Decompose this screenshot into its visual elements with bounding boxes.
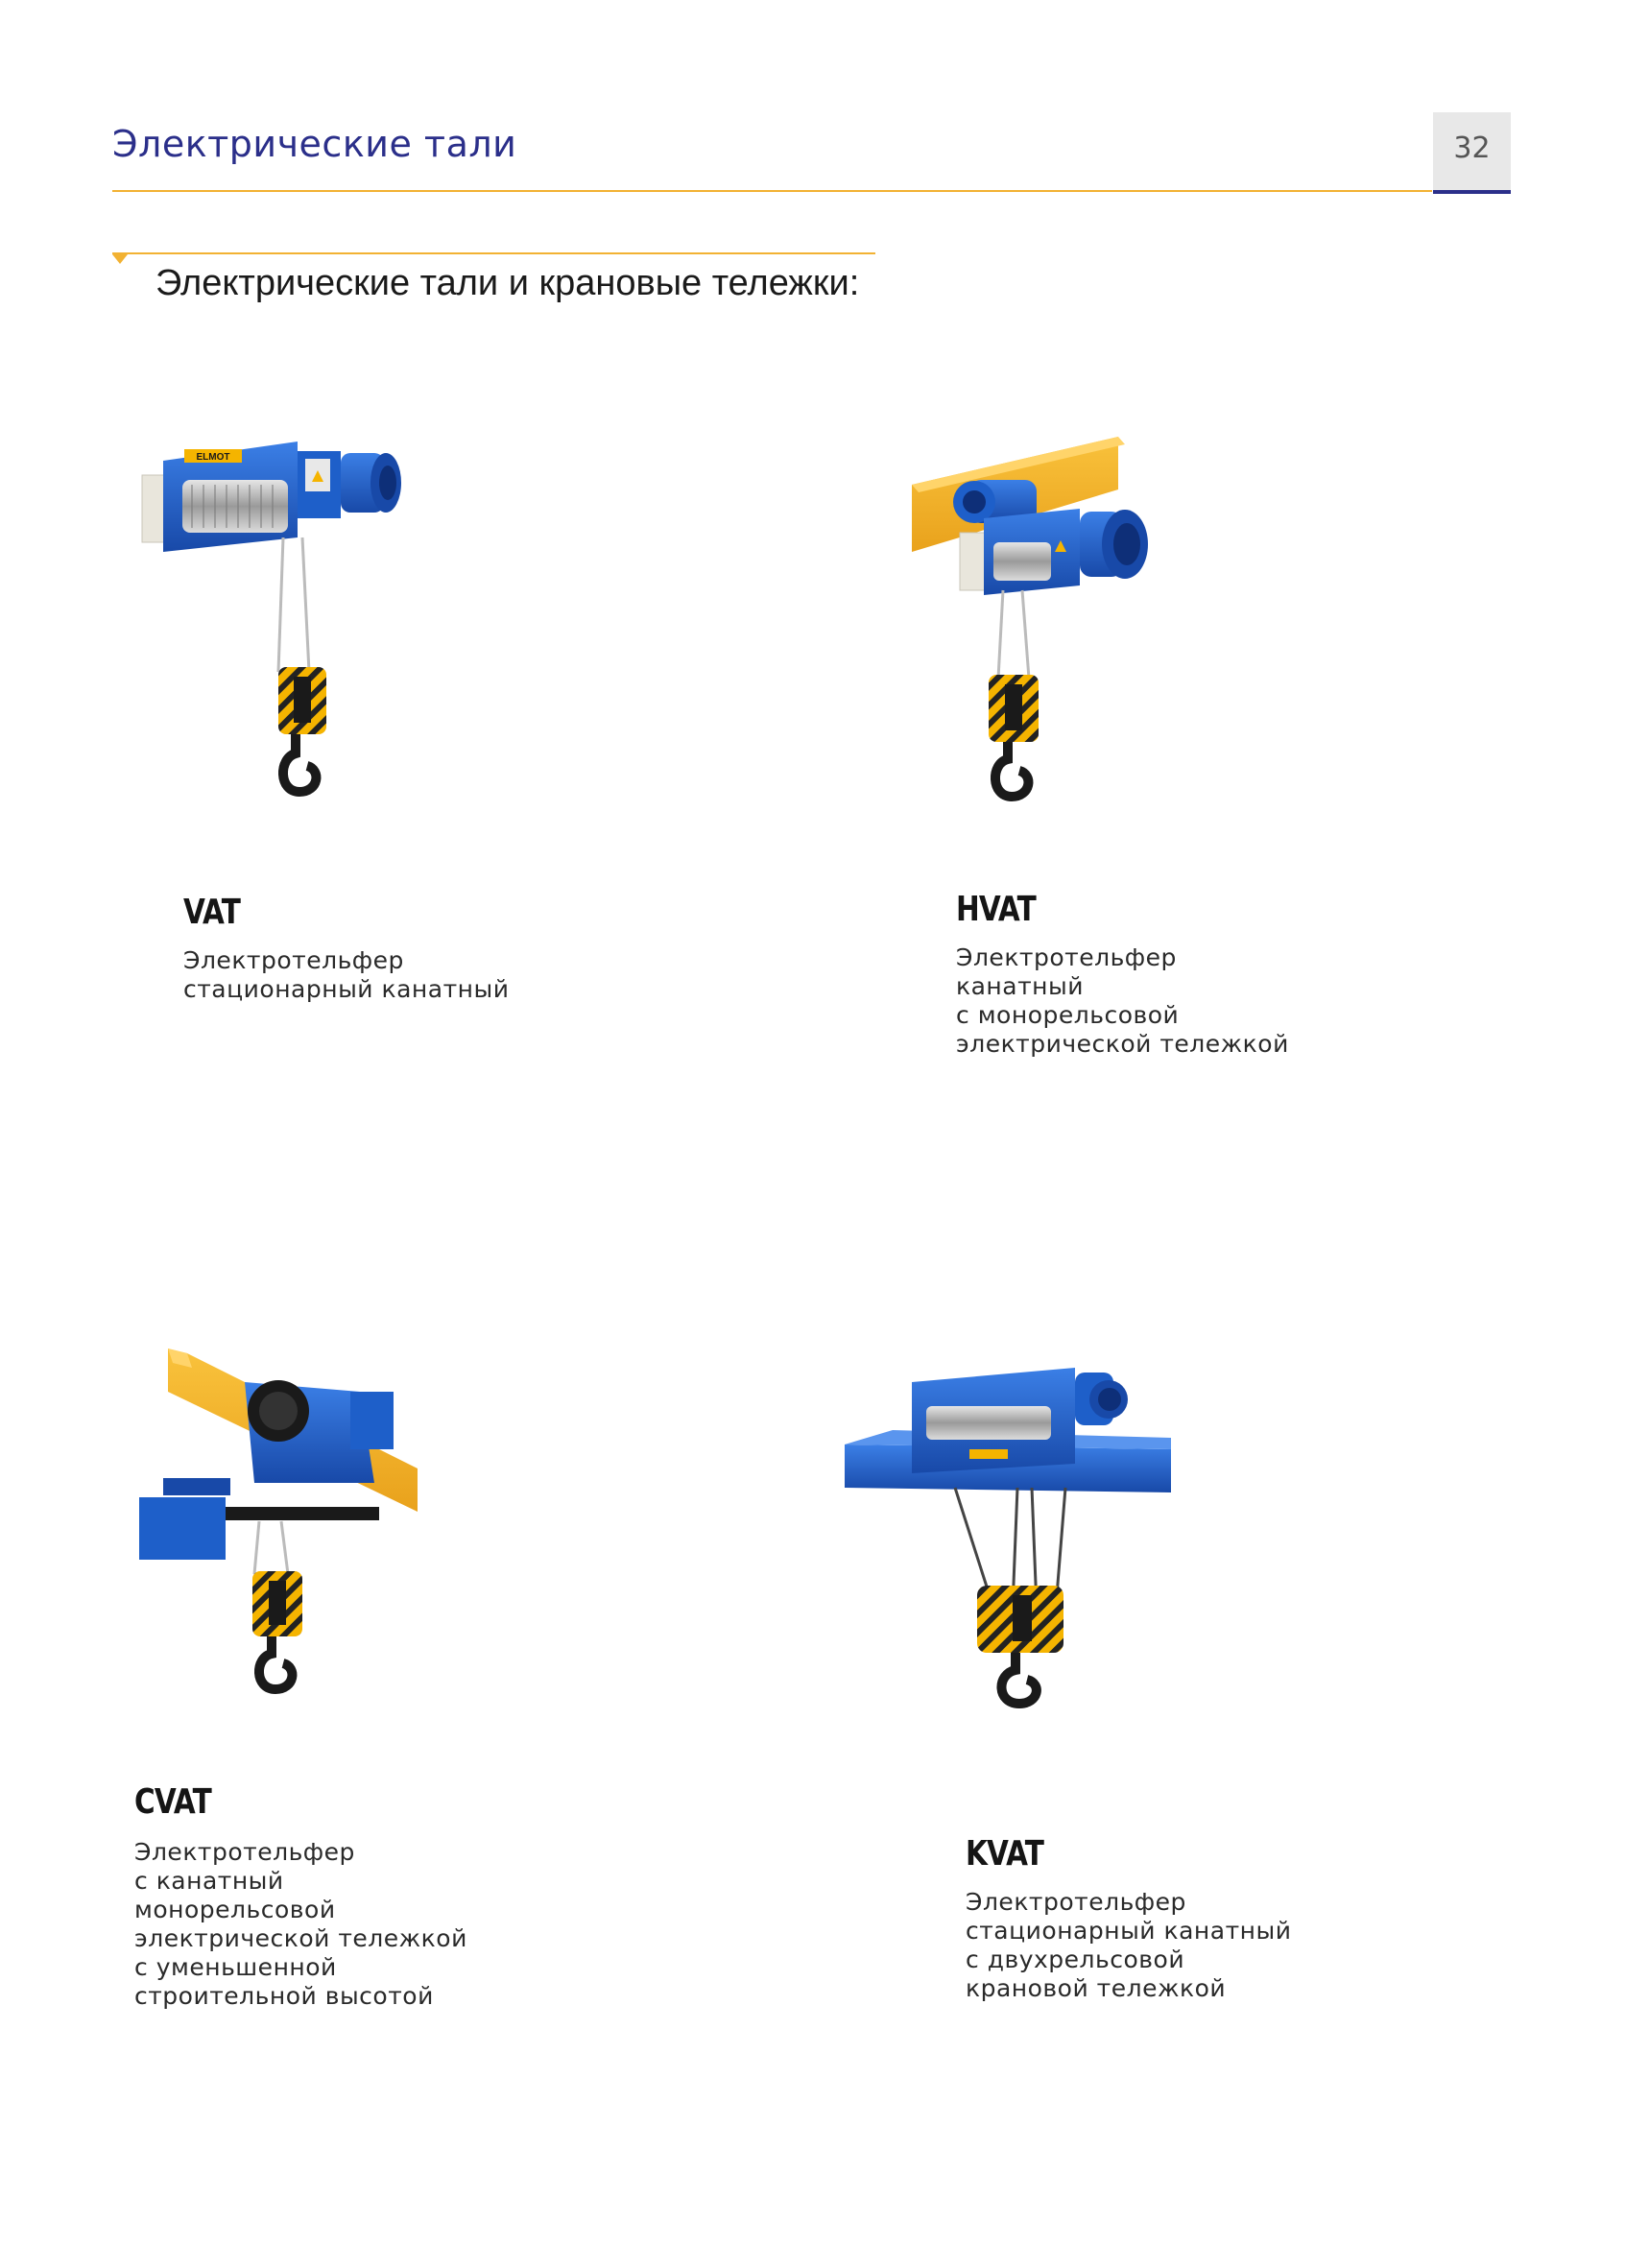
section-title: Электрические тали и крановые тележки: bbox=[155, 263, 860, 303]
header-divider bbox=[112, 190, 1432, 192]
vat-brand-plate: ELMOT bbox=[196, 452, 230, 463]
product-description-hvat: Электротельфер канатный с монорельсовой электрической тележкой bbox=[956, 943, 1289, 1058]
product-code-cvat: CVAT bbox=[134, 1782, 211, 1822]
page-number: 32 bbox=[1453, 131, 1491, 165]
product-description-vat: Электротельфер стационарный канатный bbox=[183, 946, 510, 1003]
section-marker-icon bbox=[112, 254, 128, 264]
vat-hoist-image bbox=[134, 432, 442, 806]
section-divider bbox=[112, 252, 875, 254]
product-code-vat: VAT bbox=[183, 893, 241, 932]
page-header-title: Электрические тали bbox=[112, 123, 517, 165]
product-code-hvat: HVAT bbox=[956, 890, 1036, 929]
product-code-kvat: KVAT bbox=[966, 1834, 1044, 1874]
kvat-hoist-image bbox=[835, 1353, 1171, 1708]
product-description-kvat: Электротельфер стационарный канатный с двухрельсовой крановой тележкой bbox=[966, 1888, 1292, 2002]
page-number-underline bbox=[1433, 190, 1511, 194]
hvat-hoist-image bbox=[902, 427, 1190, 806]
product-description-cvat: Электротельфер с канатный монорельсовой электрической тележкой с уменьшенной строительной высотой bbox=[134, 1838, 467, 2010]
cvat-hoist-image bbox=[139, 1339, 427, 1704]
